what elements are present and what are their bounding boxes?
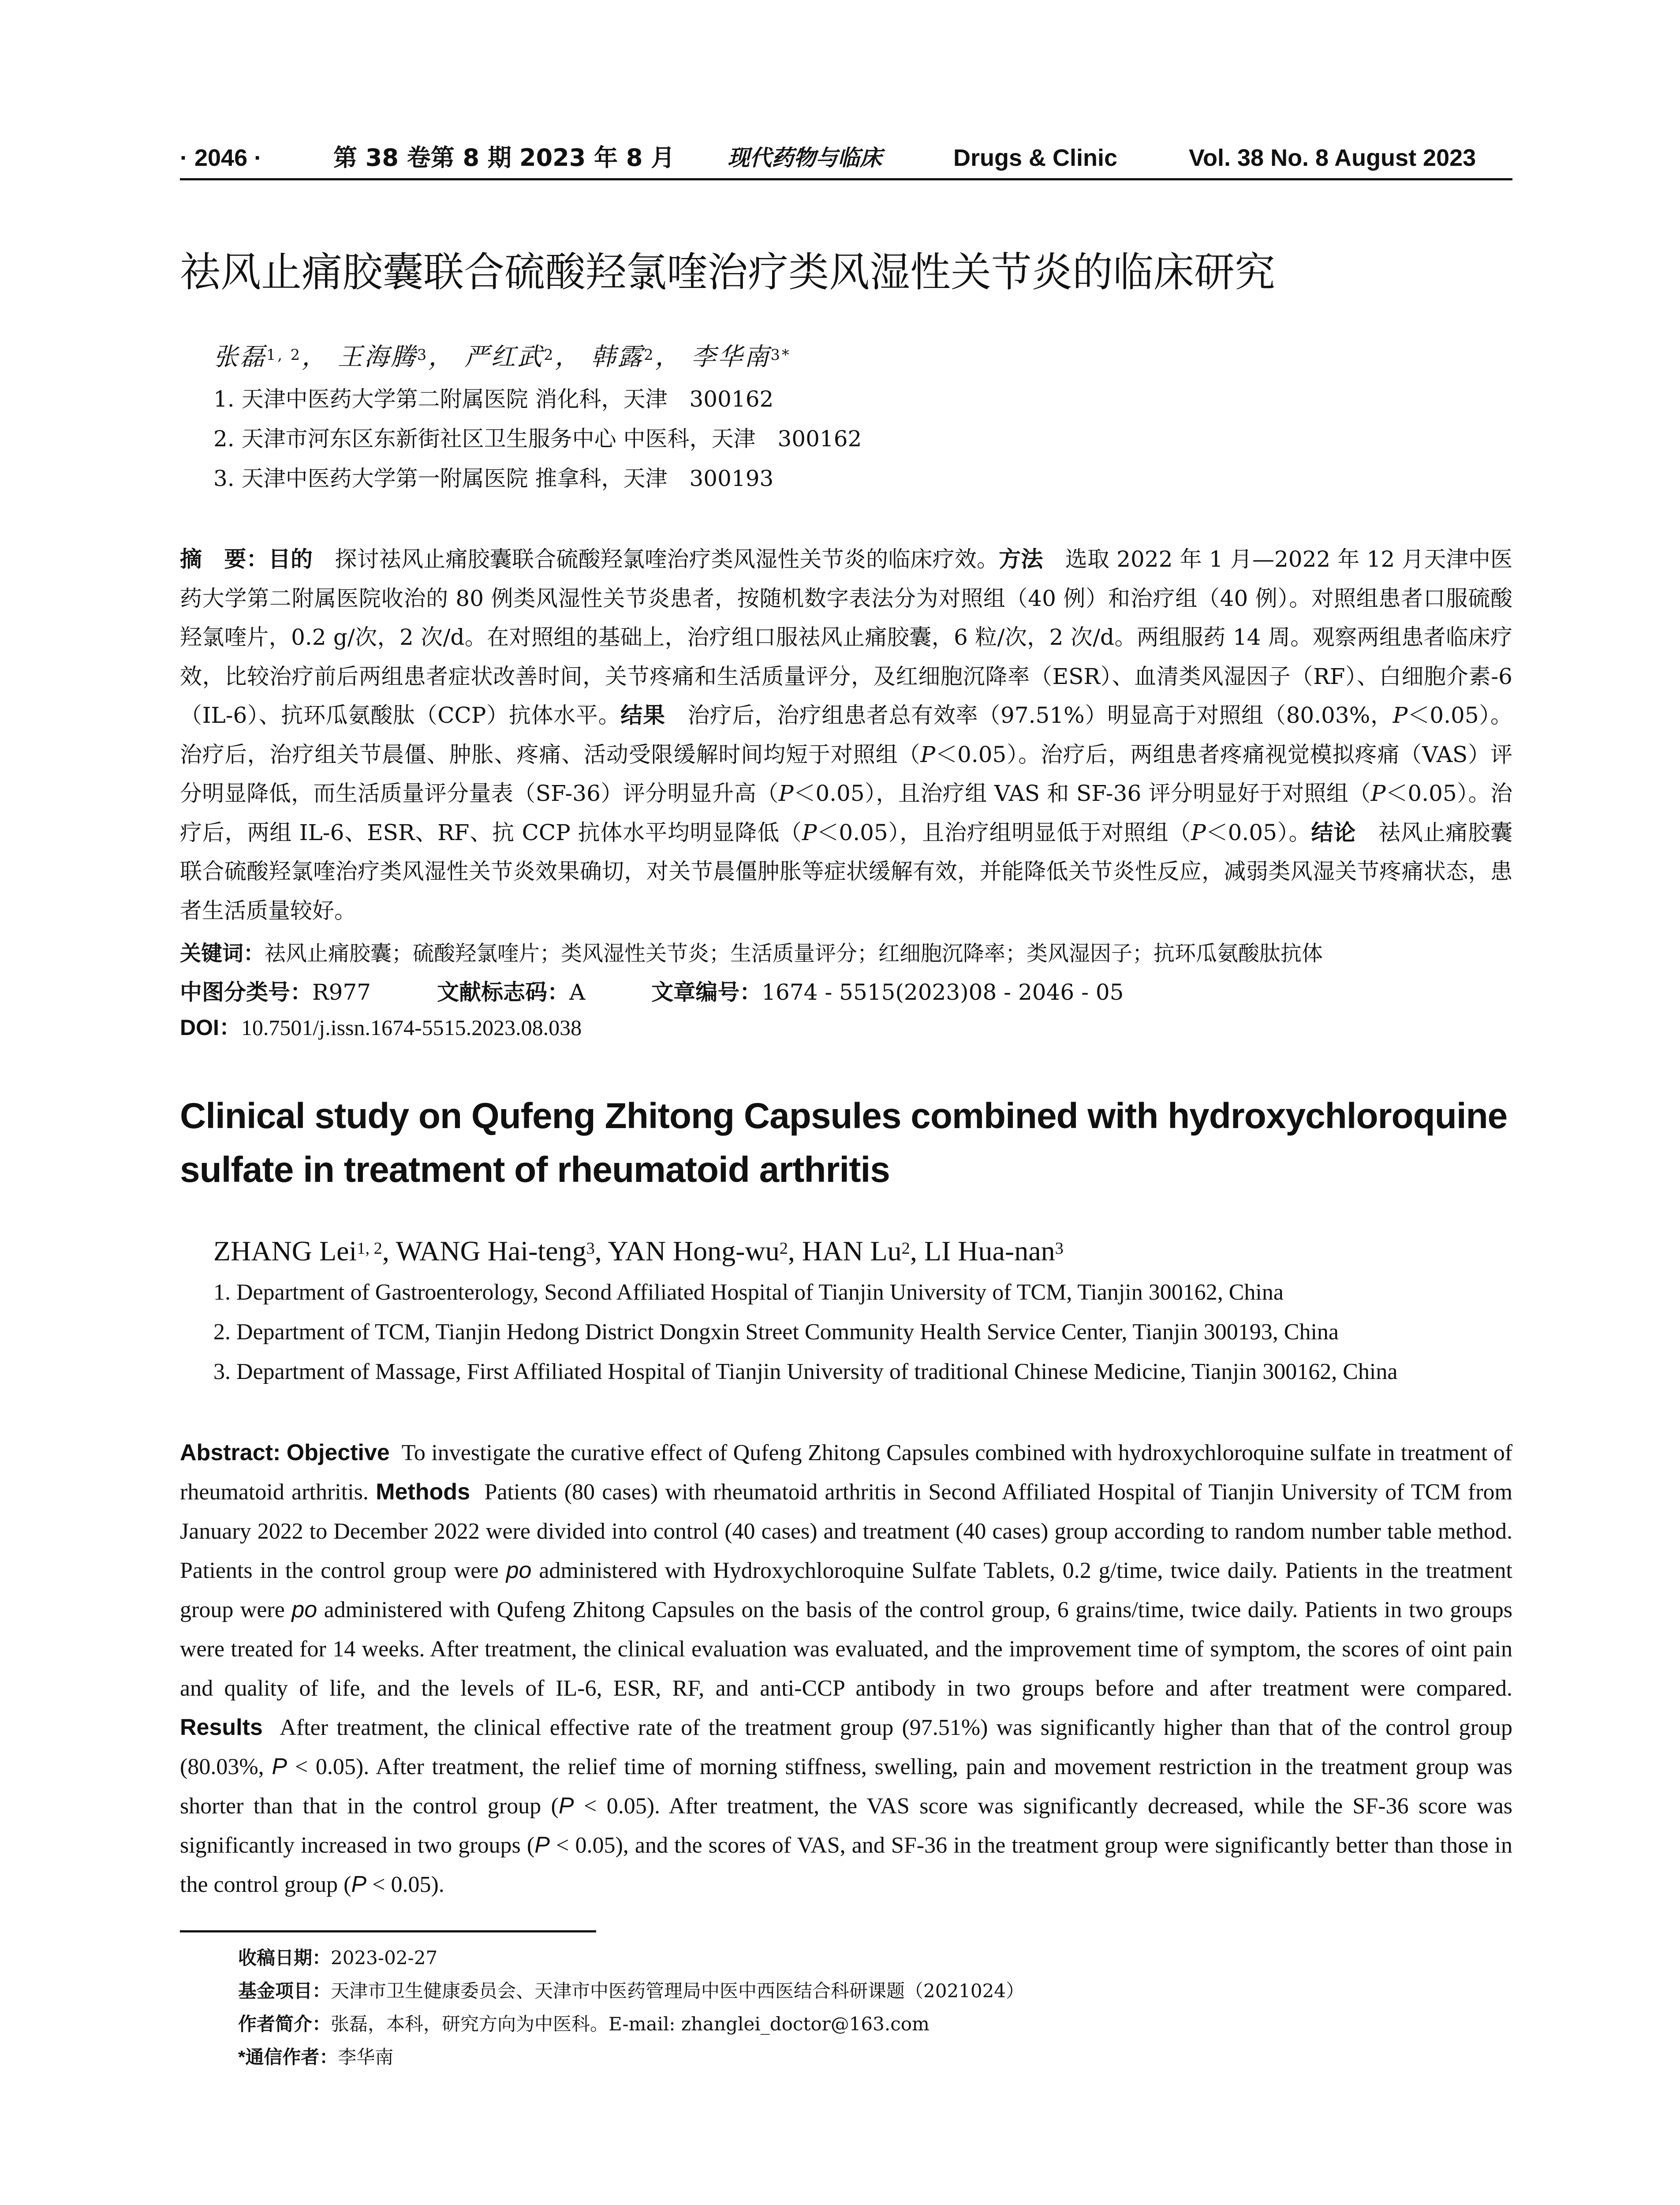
cn-author-1: 张磊 [213, 343, 266, 371]
p-value-symbol: P [558, 1793, 574, 1819]
en-author-2: WANG Hai-teng [396, 1235, 586, 1267]
cn-objective-text: 探讨祛风止痛胶囊联合硫酸羟氯喹治疗类风湿性关节炎的临床疗效。 [335, 546, 999, 572]
en-affiliation-2: 2. Department of TCM, Tianjin Hedong District Dongxin Street Community Health Service Center, Tianjin 300193, China [213, 1319, 1339, 1345]
doc-code-label: 文献标志码： [437, 980, 570, 1005]
en-results-text: < 0.05). After treatment, the relief time of morning stiffness, swelling, pain and movement restriction in the treatment group was shorter than that in the control group ( [180, 1754, 1512, 1819]
en-author-4-aff: 2 [901, 1239, 910, 1258]
cn-authors [213, 340, 791, 375]
cn-affiliation-1: 1. 天津中医药大学第二附属医院 消化科，天津 300162 [213, 386, 774, 412]
p-value-symbol: P [778, 781, 794, 806]
cn-author-sep: ， [655, 343, 682, 371]
cn-abstract [180, 540, 1512, 930]
en-results-text: After treatment, the clinical effective rate of the treatment group (97.51%) was significantly higher than that of the control group (80.03%, [180, 1715, 1512, 1779]
p-value-symbol: P [1393, 703, 1408, 728]
en-objective-label: Objective [286, 1440, 390, 1465]
cn-objective-label: 目的 [268, 547, 313, 572]
en-results-text: < 0.05), and the scores of VAS, and SF-36 in the treatment group were significantly better than those in the control group ( [180, 1833, 1513, 1897]
cn-results-text: ＜0.05）。治疗后，两组患者疼痛视觉模拟疼痛（VAS）评分明显降低，而生活质量评分量表（SF-36）评分明显升高（ [180, 741, 1513, 806]
en-methods-text: administered with Hydroxychloroquine Sulfate Tablets, 0.2 g/time, twice daily. Patients in the treatment group were [180, 1558, 1512, 1622]
cn-keywords [180, 936, 1323, 972]
cn-results-text: ＜0.05），且治疗组 VAS 和 SF-36 评分明显好于对照组（ [793, 781, 1371, 806]
en-author-3: YAN Hong-wu [608, 1235, 780, 1267]
en-results-text: < 0.05). After treatment, the VAS score was significantly decreased, while the SF-36 score was significantly increased in two groups ( [180, 1794, 1513, 1858]
cn-keywords-label: 关键词： [180, 942, 265, 965]
fund-text: 天津市卫生健康委员会、天津市中医药管理局中医中西医结合科研课题（2021024） [331, 1980, 1025, 2002]
cn-classification [180, 975, 1124, 1010]
bio-text: 张磊，本科，研究方向为中医科。E-mail: zhanglei_doctor@163.com [331, 2013, 930, 2035]
article-no-label: 文章编号： [651, 980, 762, 1005]
en-author-1-aff: 1, 2 [357, 1239, 382, 1258]
clc-value: R977 [312, 979, 371, 1005]
doc-code-value: A [569, 979, 586, 1005]
cn-affiliation-2: 2. 天津市河东区东新街社区卫生服务中心 中医科，天津 300162 [213, 426, 862, 452]
cn-author-sep: ， [428, 343, 455, 371]
en-author-sep: , [788, 1235, 802, 1267]
cn-keywords-text: 祛风止痛胶囊；硫酸羟氯喹片；类风湿性关节炎；生活质量评分；红细胞沉降率；类风湿因子；抗环瓜氨酸肽抗体 [265, 941, 1323, 966]
en-author-sep: , [910, 1235, 924, 1267]
cn-methods-label: 方法 [999, 547, 1043, 572]
en-author-1: ZHANG Lei [213, 1235, 357, 1267]
cn-results-text: ＜0.05），且治疗组明显低于对照组（ [817, 819, 1191, 845]
cn-affiliation-3: 3. 天津中医药大学第一附属医院 推拿科，天津 300193 [213, 466, 774, 491]
p-value-symbol: P [1370, 781, 1386, 806]
p-value-symbol: P [1191, 819, 1206, 845]
cn-author-4: 韩露 [591, 343, 644, 371]
cn-abstract-label: 摘 要： [180, 547, 269, 572]
cn-results-text: ＜0.05）。治疗后，治疗组关节晨僵、肿胀、疼痛、活动受限缓解时间均短于对照组（ [180, 703, 1513, 767]
en-methods-label: Methods [376, 1479, 470, 1505]
en-author-sep: , [594, 1235, 608, 1267]
cn-results-text: ＜0.05）。 [1206, 819, 1311, 845]
en-author-5-aff: 3 [1055, 1239, 1064, 1258]
en-authors [213, 1231, 1064, 1271]
en-author-2-aff: 3 [586, 1239, 595, 1258]
footnote-author-bio [238, 2011, 930, 2037]
cn-author-1-aff: 1, 2 [266, 346, 302, 363]
header-rule [180, 178, 1512, 180]
en-author-4: HAN Lu [802, 1235, 902, 1267]
cn-title: 祛风止痛胶囊联合硫酸羟氯喹治疗类风湿性关节炎的临床研究 [180, 249, 1276, 296]
doi-value: 10.7501/j.issn.1674-5515.2023.08.038 [241, 1015, 582, 1040]
p-value-symbol: P [920, 741, 936, 767]
cn-author-5-aff: 3* [770, 346, 791, 363]
header-journal-cn: 现代药物与临床 [728, 145, 882, 171]
clc-label: 中图分类号： [180, 980, 312, 1005]
cn-author-4-aff: 2 [644, 346, 655, 363]
cn-results-text: ＜0.05）。治疗后，两组 IL-6、ESR、RF、抗 CCP 抗体水平均明显降低（ [180, 781, 1513, 845]
cn-author-3: 严红武 [464, 343, 544, 371]
footnote-corresponding [238, 2044, 393, 2070]
po-abbrev: po [291, 1597, 317, 1622]
cn-results-text: 治疗后，治疗组患者总有效率（97.51%）明显高于对照组（80.03%， [687, 703, 1393, 728]
cn-author-2: 王海腾 [337, 343, 417, 371]
footnote-rule [180, 1930, 596, 1932]
en-objective-text: To investigate the curative effect of Qufeng Zhitong Capsules combined with hydroxychloroquine sulfate in treatment of rheumatoid arthritis. [180, 1440, 1513, 1505]
p-value-symbol: P [534, 1832, 550, 1858]
en-results-label: Results [180, 1715, 263, 1740]
cn-conclusion-text: 祛风止痛胶囊联合硫酸羟氯喹治疗类风湿性关节炎效果确切，对关节晨僵肿胀等症状缓解有效，并能降低关节炎性反应，减弱类风湿关节疼痛状态，患者生活质量较好。 [180, 819, 1513, 923]
en-affiliation-3: 3. Department of Massage, First Affiliated Hospital of Tianjin University of traditional Chinese Medicine, Tianjin 300162, China [213, 1359, 1398, 1384]
en-author-sep: , [382, 1235, 396, 1267]
doi-label: DOI： [180, 1015, 241, 1040]
corr-name: 李华南 [338, 2046, 394, 2068]
en-methods-text: administered with Qufeng Zhitong Capsules on the basis of the control group, 6 grains/time, twice daily. Patients in two groups were treated for 14 weeks. After treatment, the clinical evaluation was evaluated, and the improvement time of symptom, the scores of oint pain and quality of life, and the levels of IL-6, ESR, RF, and anti-CCP antibody in two groups before and after treatment were compared. [180, 1597, 1512, 1701]
footnote-received [238, 1945, 437, 1971]
cn-author-5: 李华南 [691, 343, 771, 371]
header-date-cn: 2023 年 8 月 [519, 144, 675, 172]
header-page-number: · 2046 · [180, 145, 262, 171]
cn-methods-text: 选取 2022 年 1 月—2022 年 12 月天津中医药大学第二附属医院收治的 80 例类风湿性关节炎患者，按随机数字表法分为对照组（40 例）和治疗组（40 例）。对照组患者口服硫酸羟氯喹片，0.2 g/次，2 次/d。在对照组的基础上，治疗组口服祛风止痛胶囊，6 粒/次，2 次/d。两组服药 14 周。观察两组患者临床疗效，比较治疗前后两组患者症状改善时间，关节疼痛和生活质量评分，及红细胞沉降率（ESR）、血清类风湿因子（RF）、白细胞介素-6（IL-6）、抗环瓜氨酸肽（CCP）抗体水平。 [180, 546, 1513, 728]
en-title: Clinical study on Qufeng Zhitong Capsules combined with hydroxychloroquine sulfate in treatment of rheumatoid arthritis [180, 1096, 1508, 1190]
cn-author-2-aff: 3 [417, 346, 429, 363]
p-value-symbol: P [351, 1872, 367, 1897]
header-journal-en: Drugs & Clinic [953, 145, 1118, 171]
fund-label: 基金项目： [238, 1981, 331, 2001]
po-abbrev: po [506, 1558, 532, 1583]
header-volume-en: Vol. 38 No. 8 August 2023 [1189, 145, 1476, 171]
cn-author-sep: ， [555, 343, 582, 371]
footnote-fund [238, 1978, 1024, 2004]
p-value-symbol: P [802, 819, 817, 845]
cn-author-3-aff: 2 [544, 346, 555, 363]
cn-author-sep: ， [302, 343, 329, 371]
received-date: 2023-02-27 [331, 1947, 438, 1969]
en-methods-text: Patients (80 cases) with rheumatoid arthritis in Second Affiliated Hospital of Tianjin University of TCM from January 2022 to December 2022 were divided into control (40 cases) and treatment (40 cases) group according to random number table method. Patients in the control group were [180, 1480, 1512, 1583]
doi [180, 1010, 582, 1045]
article-no-value: 1674 - 5515(2023)08 - 2046 - 05 [762, 979, 1124, 1005]
header-volume-cn: 第 38 卷第 8 期 [333, 144, 511, 172]
en-author-5: LI Hua-nan [924, 1235, 1055, 1267]
bio-label: 作者简介： [238, 2014, 331, 2034]
en-abstract-label: Abstract: [180, 1440, 281, 1465]
cn-results-label: 结果 [620, 703, 665, 728]
cn-conclusion-label: 结论 [1311, 820, 1356, 845]
received-label: 收稿日期： [238, 1947, 331, 1968]
en-affiliation-1: 1. Department of Gastroenterology, Second Affiliated Hospital of Tianjin University of TCM, Tianjin 300162, China [213, 1280, 1284, 1305]
corr-label: *通信作者： [238, 2047, 338, 2067]
p-value-symbol: P [272, 1754, 287, 1779]
en-abstract [180, 1433, 1512, 1904]
en-author-3-aff: 2 [779, 1239, 788, 1258]
en-results-text: < 0.05). [372, 1872, 444, 1897]
